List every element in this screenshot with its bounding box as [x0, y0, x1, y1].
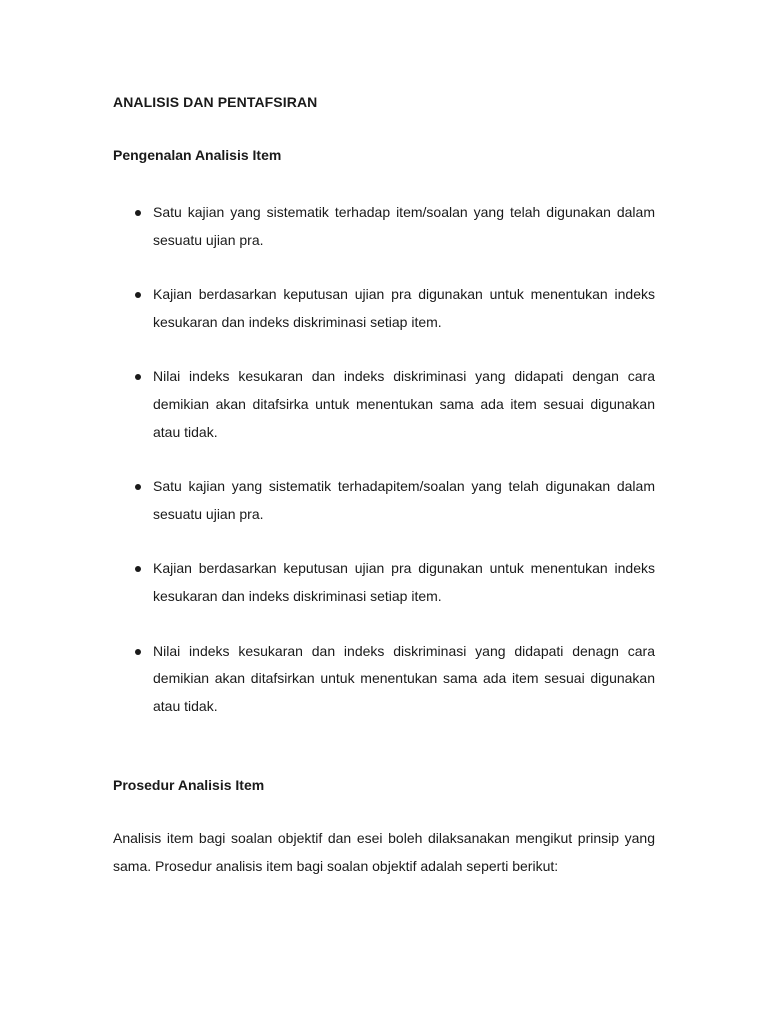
list-item: [113, 473, 655, 528]
list-item: [113, 363, 655, 446]
list-item: [113, 638, 655, 721]
procedure-paragraph: Analisis item bagi soalan objektif dan esei boleh dilaksanakan mengikut prinsip yang sama. Prosedur analisis item bagi soalan objektif adalah seperti berikut:: [113, 830, 655, 874]
list-item-text: Satu kajian yang sistematik terhadapitem/soalan yang telah digunakan dalam sesuatu ujian pra.: [153, 478, 655, 522]
section-heading-intro: Pengenalan Analisis Item: [113, 147, 282, 163]
list-item: [113, 281, 655, 336]
bullet-dot-icon: [135, 374, 141, 380]
intro-bullet-list: [113, 199, 655, 720]
bullet-dot-icon: [135, 649, 141, 655]
list-item-text: Kajian berdasarkan keputusan ujian pra digunakan untuk menentukan indeks kesukaran dan indeks diskriminasi setiap item.: [153, 560, 655, 604]
list-item-text: Satu kajian yang sistematik terhadap item/soalan yang telah digunakan dalam sesuatu ujian pra.: [153, 204, 655, 248]
bullet-dot-icon: [135, 566, 141, 572]
list-item: [113, 555, 655, 610]
list-item-text: Nilai indeks kesukaran dan indeks diskriminasi yang didapati dengan cara demikian akan ditafsirka untuk menentukan sama ada item sesuai digunakan atau tidak.: [153, 368, 655, 440]
section-heading-procedure: Prosedur Analisis Item: [113, 777, 265, 793]
bullet-dot-icon: [135, 484, 141, 490]
list-item-text: Nilai indeks kesukaran dan indeks diskriminasi yang didapati denagn cara demikian akan ditafsirkan untuk menentukan sama ada item sesuai digunakan atau tidak.: [153, 642, 655, 714]
document-title: ANALISIS DAN PENTAFSIRAN: [113, 94, 318, 110]
bullet-dot-icon: [135, 210, 141, 216]
bullet-dot-icon: [135, 292, 141, 298]
list-item: [113, 199, 655, 254]
list-item-text: Kajian berdasarkan keputusan ujian pra digunakan untuk menentukan indeks kesukaran dan indeks diskriminasi setiap item.: [153, 286, 655, 330]
